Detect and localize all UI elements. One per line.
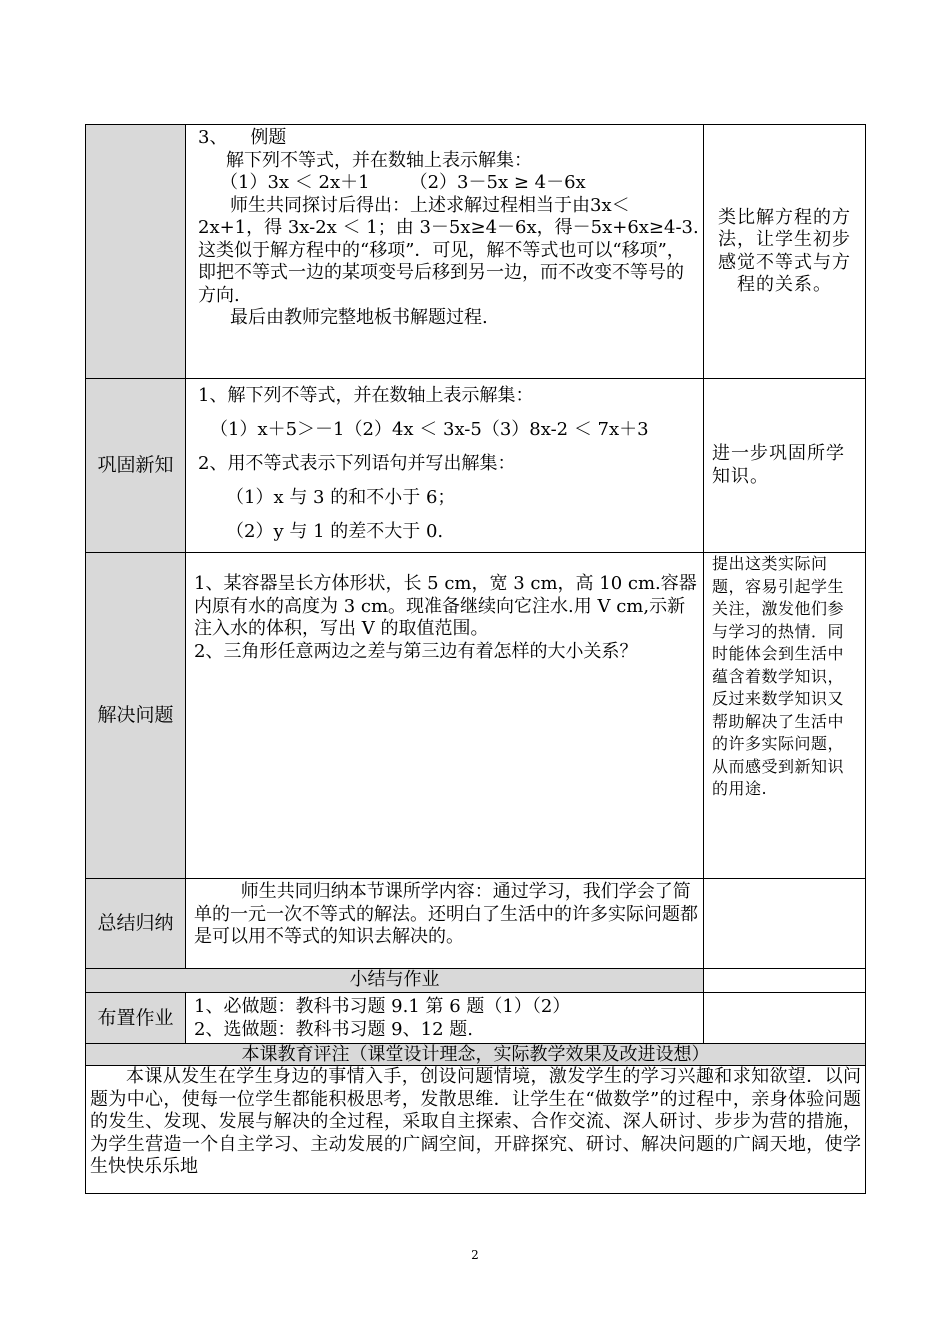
- consolidate-line-4: （1）x 与 3 的和不小于 6；: [226, 487, 456, 508]
- homework-line-1: 1、必做题：教科书习题 9.1 第 6 题（1）（2）: [194, 996, 571, 1017]
- consolidate-line-1: 1、解下列不等式，并在数轴上表示解集：: [198, 385, 534, 406]
- example-content: [186, 125, 704, 379]
- example-heading: 3、 例题: [198, 127, 287, 148]
- example-line-3: 师生共同探讨后得出：上述求解过程相当于由3x＜: [230, 194, 630, 216]
- example-line-5: 最后由教师完整地板书解题过程.: [230, 307, 488, 328]
- homework-label: 布置作业: [86, 993, 186, 1044]
- consolidate-note: 进一步巩固所学知识。: [704, 379, 866, 553]
- solve-line-1: 1、某容器呈长方体形状，长 5 cm，宽 3 cm，高 10 cm.容器内原有水的高度为 3 cm。现准备继续向它注水.用 V cm,示新注入水的体积，写出 V 的取值范围。: [194, 573, 697, 639]
- evaluation-text: 本课从发生在学生身边的事情入手，创设问题情境，激发学生的学习兴趣和求知欲望．以问题为中心，使每一位学生都能积极思考，发散思维．让学生在“做数学”的过程中，亲身体验问题的发生、发现、发展与解决的全过程，采取自主探索、合作交流、深人研讨、步步为营的措施，为学生营造一个自主学习、主动发展的广阔空间，开辟探究、研讨、解决问题的广阔天地，使学生快快乐乐地: [86, 1066, 866, 1194]
- consolidate-content: [186, 379, 704, 553]
- homework-content: [186, 993, 704, 1044]
- lesson-plan-table: [85, 124, 866, 1194]
- summary-content: 师生共同归纳本节课所学内容：通过学习，我们学会了简单的一元一次不等式的解法。还明白了生活中的许多实际问题都是可以用不等式的知识去解决的。: [186, 879, 704, 969]
- example-row: [86, 125, 866, 379]
- section-title: 小结与作业: [86, 969, 704, 993]
- homework-line-2: 2、选做题：教科书习题 9、12 题.: [194, 1019, 473, 1040]
- page-number: 2: [471, 1248, 479, 1262]
- example-note: 类比解方程的方法，让学生初步感觉不等式与方程的关系。: [704, 125, 866, 379]
- section-title-empty: [704, 969, 866, 993]
- solve-content: [186, 553, 704, 879]
- example-line-4: 2x+1，得 3x-2x ＜ 1；由 3－5x≥4－6x，得－5x+6x≥4-3.这类似于解方程中的“移项”．可见，解不等式也可以“移项”，即把不等式一边的某项变号后移到另一边，而不改变不等号的方向.: [198, 217, 699, 306]
- solve-row: [86, 553, 866, 879]
- homework-note: [704, 993, 866, 1044]
- summary-row: [86, 879, 866, 969]
- consolidate-line-3: 2、用不等式表示下列语句并写出解集：: [198, 453, 516, 474]
- consolidate-row: [86, 379, 866, 553]
- summary-label: 总结归纳: [86, 879, 186, 969]
- homework-row: [86, 993, 866, 1044]
- consolidate-label: 巩固新知: [86, 379, 186, 553]
- solve-line-2: 2、三角形任意两边之差与第三边有着怎样的大小关系？: [194, 640, 638, 662]
- evaluation-title-row: [86, 1044, 866, 1066]
- evaluation-row: [86, 1066, 866, 1194]
- example-line-2: （1）3x ＜ 2x＋1 （2）3－5x ≥ 4－6x: [220, 172, 586, 193]
- consolidate-line-2: （1）x＋5＞－1（2）4x ＜ 3x-5（3）8x-2 ＜ 7x＋3: [210, 419, 649, 440]
- section-title-row: [86, 969, 866, 993]
- solve-note: 提出这类实际问题，容易引起学生关注，激发他们参与学习的热情．同时能体会到生活中蕴含着数学知识，反过来数学知识又帮助解决了生活中的许多实际问题，从而感受到新知识的用途.: [704, 553, 866, 879]
- example-label-cell: [86, 125, 186, 379]
- evaluation-title: 本课教育评注（课堂设计理念，实际教学效果及改进设想）: [86, 1044, 866, 1066]
- consolidate-line-5: （2）y 与 1 的差不大于 0.: [226, 521, 444, 542]
- summary-note: [704, 879, 866, 969]
- solve-label: 解决问题: [86, 553, 186, 879]
- example-line-1: 解下列不等式，并在数轴上表示解集：: [226, 149, 532, 171]
